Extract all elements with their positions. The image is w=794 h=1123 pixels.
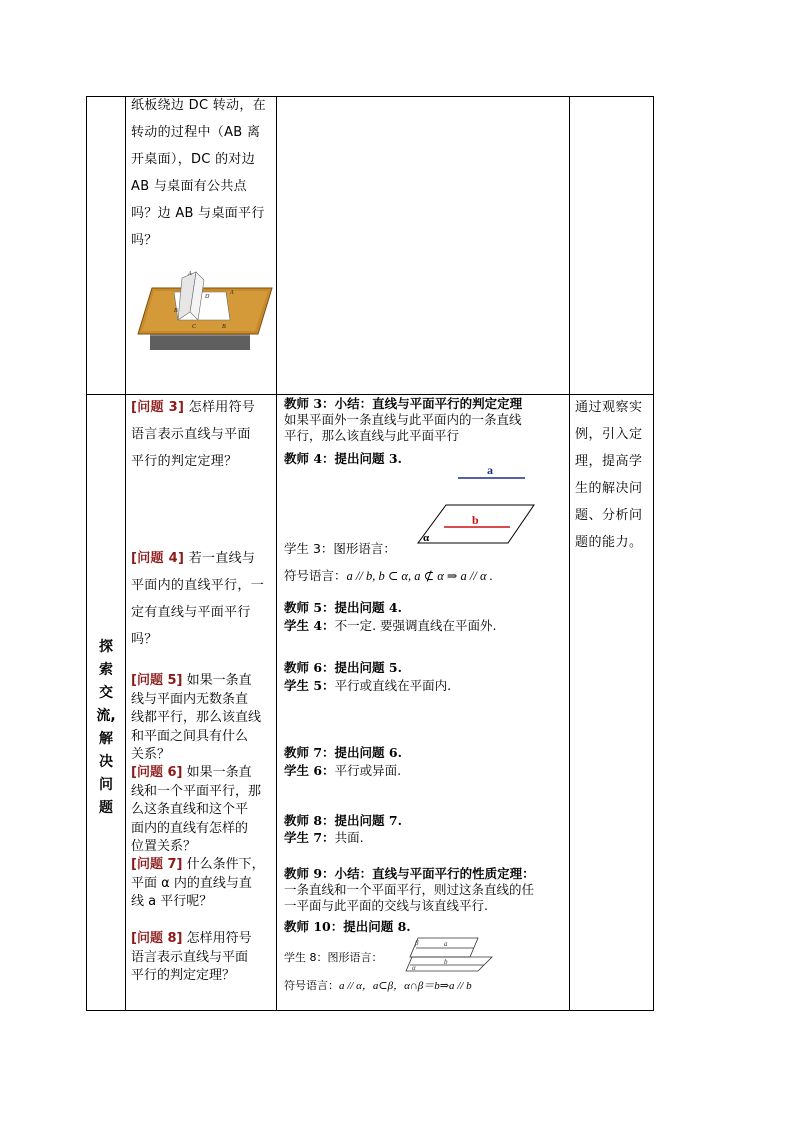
teacher8 [284,813,402,829]
question-line: 若一直线与 [184,551,256,566]
student6 [284,763,401,779]
plane-alpha-label: α [423,532,430,544]
symbol-label: 符号语言： [284,568,347,583]
question-line: 语言表示直线与平面 [131,949,249,965]
question-line: 语言表示直线与平面 [131,427,251,442]
row1-line: 吗？ [131,233,158,248]
student-text: 平行或直线在平面内. [334,678,452,693]
question-label: [问题 5] [131,673,183,688]
paperboard-table-illustration [134,268,274,354]
student5 [284,678,451,694]
plane-alpha-label: α [412,964,416,972]
student-line: 学生 8：图形语言： [284,951,383,964]
row1-line: 转动的过程中（AB 离 [131,125,261,140]
teacher3-summary [284,396,522,444]
line-b-label: b [472,513,479,527]
summary-title: 小结：直线与平面平行的性质定理： [334,866,535,881]
student3 [284,541,396,557]
question-line: 位置关系？ [131,839,197,854]
question-4 [131,545,264,653]
question-line: 吗？ [131,632,158,647]
theorem-line: 如果平面外一条直线与此平面内的一条直线 [284,412,522,427]
question-label: [问题 7] [131,857,183,872]
question-line: 线与平面内无数条直 [131,691,249,707]
line-a-label: a [444,940,448,948]
label-B2: B [222,324,226,330]
row1-line: 纸板绕边 DC 转动，在 [131,98,266,113]
line-plane-figure [412,461,538,549]
teacher9-summary [284,866,535,914]
question-label: [问题 3] [131,400,185,415]
question-7 [131,856,265,912]
teacher-label: 教师 3： [284,396,335,411]
row1-line: 开桌面），DC 的对边 [131,152,256,167]
student-text: 平行或异面. [334,763,402,778]
label-A: A [188,271,192,277]
column-divider [569,97,570,1010]
teacher7 [284,745,402,761]
plane-beta-label: β [415,939,419,947]
teacher-line: 教师 7：提出问题 6. [284,745,402,760]
question-8 [131,930,252,986]
question-line: 怎样用符号 [184,400,256,415]
student-line: 学生 3：图形语言： [284,541,396,556]
question-line: 怎样用符号 [182,931,252,946]
question-line: 平行的判定定理？ [131,454,238,469]
title-char: 问 [99,777,113,793]
column-divider [276,97,277,1010]
symbol-expression: a // b, b ⊂ α, a ⊄ α ⇒ a // α . [346,569,493,583]
question-line: 如果一条直 [182,673,252,688]
title-char: 探 [99,639,113,655]
student4 [284,618,496,634]
student3-symbol [284,568,493,584]
line-a-label: a [487,463,493,477]
title-char: 流, [96,708,116,724]
summary-title: 小结：直线与平面平行的判定定理 [334,396,523,411]
student-text: 不一定. 要强调直线在平面外. [334,618,497,633]
question-6 [131,764,261,857]
question-line: 平行的判定定理？ [131,968,236,983]
question-line: 什么条件下， [182,857,265,872]
title-char: 索 [99,662,113,678]
teacher10 [284,919,411,935]
symbol-label: 符号语言： [284,979,339,992]
question-label: [问题 4] [131,551,185,566]
question-label: [问题 6] [131,765,183,780]
section-title-vertical [92,636,120,820]
title-char: 交 [99,685,113,701]
question-line: 线都平行，那么该直线 [131,710,262,725]
student-label: 学生 6： [284,763,335,778]
question-line: 平面内的直线平行，一 [131,578,265,593]
student8-symbol [284,978,472,994]
question-label: [问题 8] [131,931,183,946]
row1-line: AB 与桌面有公共点 [131,179,247,194]
question-line: 么这条直线和这个平 [131,802,249,817]
question-line: 平面 α 内的直线与直 [131,875,252,891]
line-b-label: b [444,958,448,966]
teacher-line: 教师 6：提出问题 5. [284,660,402,675]
question-line: 线和一个平面平行，那 [131,783,262,799]
row1-question-text [131,92,266,254]
student8 [284,950,383,966]
label-C: C [192,324,197,330]
student-label: 学生 5： [284,678,335,693]
teacher-line: 教师 8：提出问题 7. [284,813,402,828]
student-text: 共面. [334,830,364,845]
intersecting-planes-figure [404,935,498,975]
question-line: 和平面之间具有什么 [131,728,249,744]
question-3 [131,394,255,475]
question-line: 线 a 平行呢？ [131,894,213,909]
title-char: 决 [99,754,113,770]
teacher4 [284,451,402,467]
teacher-line: 教师 5：提出问题 4. [284,600,402,615]
theorem-line: 平行，那么该直线与此平面平行 [284,428,460,443]
symbol-expression: a // α，a⊂β，α∩β＝b⇒a // b [339,980,472,992]
teacher6 [284,660,402,676]
theorem-line: 一平面与此平面的交线与该直线平行. [284,898,488,913]
question-5 [131,672,261,765]
question-line: 如果一条直 [182,765,252,780]
label-B: B [174,308,178,314]
design-intent-text: 通过观察实例，引入定理，提高学生的解决问题、分析问题的能力。 [575,400,643,550]
title-char: 题 [99,800,113,816]
teacher5 [284,600,402,616]
student-label: 学生 7： [284,830,335,845]
student7 [284,830,364,846]
label-D: D [205,294,210,300]
label-A2: A [230,290,234,296]
row1-line: 吗？边 AB 与桌面平行 [131,206,265,221]
question-line: 定有直线与平面平行 [131,605,251,620]
question-line: 关系？ [131,747,171,762]
teacher-line: 教师 4：提出问题 3. [284,451,402,466]
teacher-line: 教师 10：提出问题 8. [284,919,411,934]
column-divider [125,97,126,1010]
theorem-line: 一条直线和一个平面平行，则过这条直线的任 [284,882,535,897]
teacher-label: 教师 9： [284,866,335,881]
title-char: 解 [99,731,113,747]
question-line: 面内的直线有怎样的 [131,820,249,836]
student-label: 学生 4： [284,618,335,633]
